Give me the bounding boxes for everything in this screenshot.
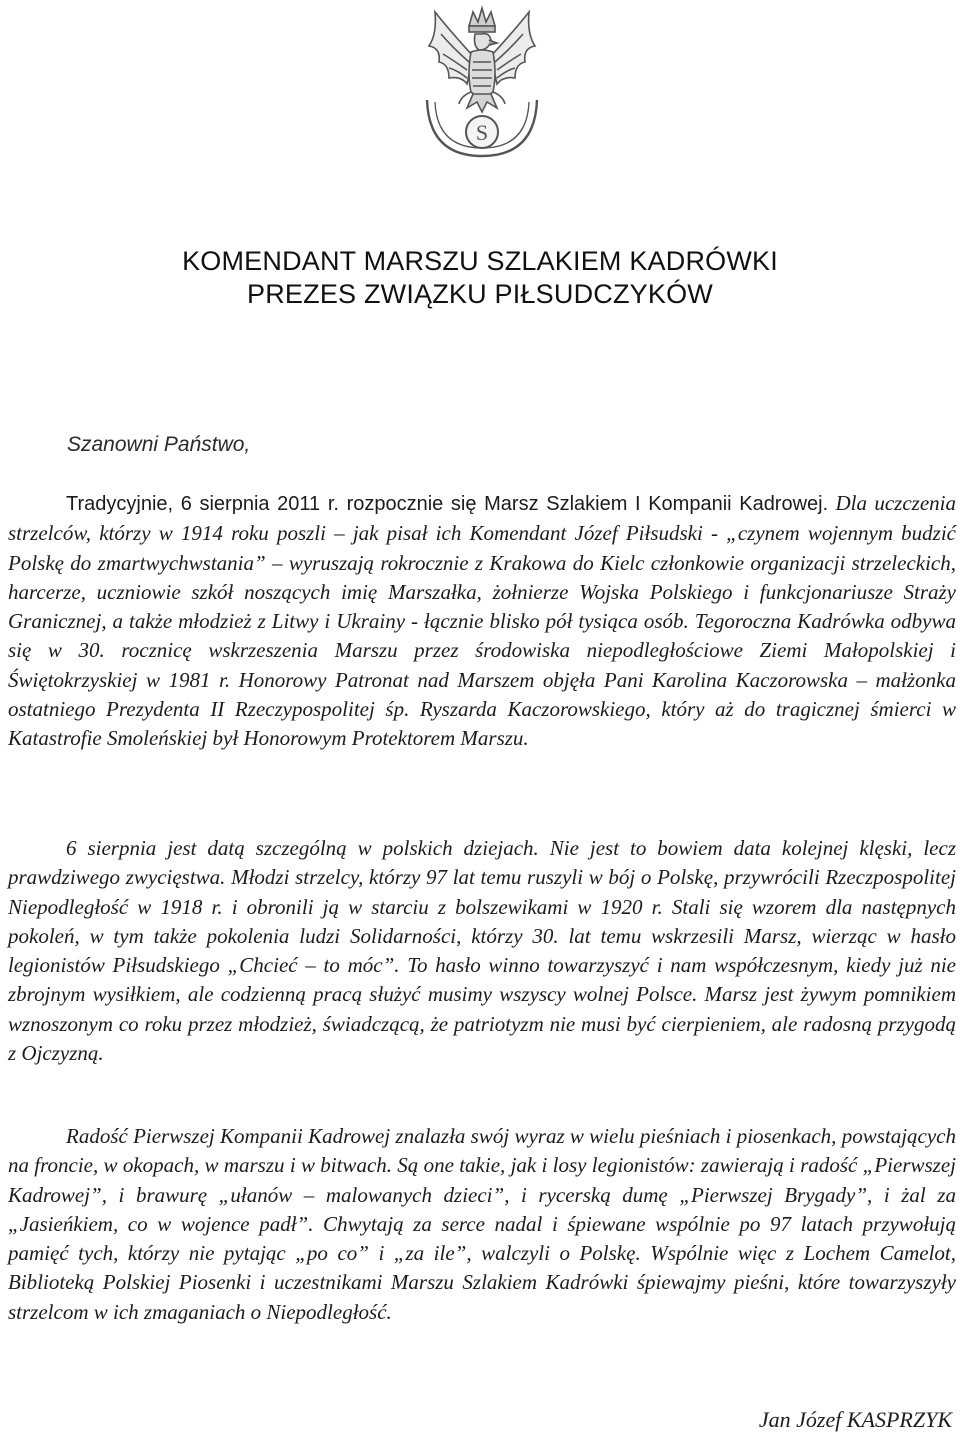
signature: Jan Józef KASPRZYK: [758, 1407, 952, 1432]
paragraph-1-lead: Tradycyjnie, 6 sierpnia 2011 r. rozpocznie się Marsz Szlakiem I Kompanii Kadrowej.: [66, 493, 829, 515]
paragraph-3-text: Radość Pierwszej Kompanii Kadrowej znalazła swój wyraz w wielu pieśniach i piosenkach, powstających na froncie, w okopach, w marszu i w bitwach. Są one takie, jak i losy legionistów: zawierają i radość „Pierwszej Kadrowej”, i brawurę „ułanów – malowanych dzieci”, i rycerską dumę „Pierwszej Brygady”, i żal za „Jasieńkiem, co w wojence padł”. Chwytają za serce nadal i śpiewane wspólnie po 97 latach przywołują pamięć tych, którzy nie pytając „po co” i „za ile”, walczyli o Polskę. Wspólnie więc z Lochem Camelot, Biblioteką Polskiej Piosenki i uczestnikami Marszu Szlakiem Kadrówki śpiewajmy pieśni, które towarzyszyły strzelcom w ich zmaganiach o Niepodległość.: [8, 1124, 956, 1324]
paragraph-1: [8, 489, 956, 754]
page-title: KOMENDANT MARSZU SZLAKIEM KADRÓWKI: [182, 246, 778, 276]
paragraph-2: [8, 834, 956, 1068]
paragraph-2-text: 6 sierpnia jest datą szczególną w polskich dziejach. Nie jest to bowiem data kolejnej klęski, lecz prawdziwego zwycięstwa. Młodzi strzelcy, którzy 97 lat temu ruszyli w bój o Polskę, przywrócili Rzeczpospolitej Niepodległość w 1918 r. i obronili ją w starciu z bolszewikami w 1920 r. Stali się wzorem dla następnych pokoleń, w tym także pokolenia ludzi Solidarności, którzy 30. lat temu wskrzesili Marsz, wierząc w hasło legionistów Piłsudskiego „Chcieć – to móc”. To hasło winno towarzyszyć i nam współczesnym, kiedy już nie zbrojnym wysiłkiem, ale codzienną pracą służyć musimy wszyscy wolnej Polsce. Marsz jest żywym pomnikiem wznoszonym co roku przez młodzież, świadczącą, że patriotyzm nie musi być cierpieniem, ale radosną przygodą z Ojczyzną.: [8, 836, 956, 1066]
emblem-monogram: S: [475, 120, 489, 145]
paragraph-1-body: Dla uczczenia strzelców, którzy w 1914 roku poszli – jak pisał ich Komendant Józef Piłsudski - „czynem wojennym budzić Polskę do zmartwychwstania” – wyruszają rokrocznie z Krakowa do Kielc członkowie organizacji strzeleckich, harcerze, uczniowie szkół noszących imię Marszałka, żołnierze Wojska Polskiego i funkcjonariusze Straży Granicznej, a także młodzież z Litwy i Ukrainy - łącznie blisko pół tysiąca osób. Tegoroczna Kadrówka odbywa się w 30. rocznicę wskrzeszenia Marszu przez środowiska niepodległościowe Ziemi Małopolskiej i Świętokrzyskiej w 1981 r. Honorowy Patronat nad Marszem objęła Pani Karolina Kaczorowska – małżonka ostatniego Prezydenta II Rzeczypospolitej śp. Ryszarda Kaczorowskiego, który aż do tragicznej śmierci w Katastrofie Smoleńskiej był Honorowym Protektorem Marszu.: [8, 491, 956, 751]
eagle-emblem-icon: [415, 4, 549, 162]
page-subtitle: PREZES ZWIĄZKU PIŁSUDCZYKÓW: [247, 279, 713, 309]
greeting: Szanowni Państwo,: [67, 433, 251, 456]
paragraph-3: [8, 1122, 956, 1327]
